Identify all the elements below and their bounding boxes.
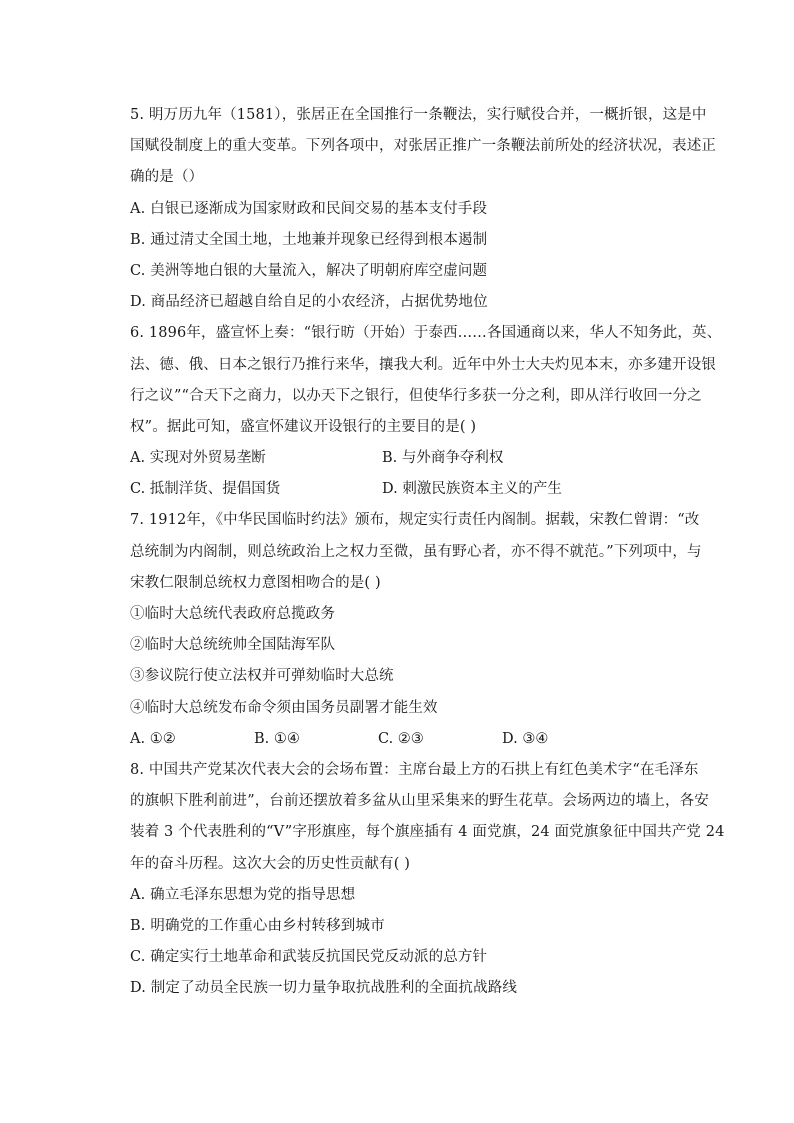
question-5-stem-line: 5. 明万历九年（1581），张居正在全国推行一条鞭法，实行赋役合并，一概折银，这是中 xyxy=(130,107,707,123)
question-8-stem-line: 装着 3 个代表胜利的“V”字形旗座，每个旗座插有 4 面党旗，24 面党旗象征中国共产党 24 xyxy=(130,824,725,841)
question-6-options-row-2 xyxy=(130,474,695,505)
question-6-option-b: B. 与外商争夺利权 xyxy=(382,450,504,467)
question-5-option-c: C. 美洲等地白银的大量流入，解决了明朝府库空虚问题 xyxy=(130,262,488,279)
question-6-stem-line: 权”。据此可知，盛宣怀建议开设银行的主要目的是( ) xyxy=(130,418,477,435)
question-7-stem-line: 宋教仁限制总统权力意图相吻合的是( ) xyxy=(130,574,381,591)
question-7-stem-line: 总统制为内阁制，则总统政治上之权力至微，虽有野心者，亦不得不就范。”下列项中，与 xyxy=(130,543,702,560)
question-5 xyxy=(130,100,716,318)
question-8-stem-line: 的旗帜下胜利前进”，台前还摆放着多盆从山里采集来的野生花草。会场两边的墙上，各安 xyxy=(130,793,709,810)
question-8 xyxy=(130,755,725,1005)
question-8-option-c: C. 确定实行土地革命和武装反抗国民党反动派的总方针 xyxy=(130,949,488,966)
question-6-stem-line: 法、德、俄、日本之银行乃推行来华，攘我大利。近年中外士大夫灼见本末，亦多建开设银 xyxy=(130,356,716,373)
question-6-stem-line: 行之议”“合天下之商力，以办天下之银行，但使华行多获一分之利，即从洋行收回一分之 xyxy=(130,387,702,404)
question-7-item-4: ④临时大总统发布命令须由国务员副署才能生效 xyxy=(130,699,438,716)
exam-page xyxy=(130,100,725,1004)
question-6-option-d: D. 刺激民族资本主义的产生 xyxy=(382,481,562,498)
question-6 xyxy=(130,318,722,505)
question-8-option-a: A. 确立毛泽东思想为党的指导思想 xyxy=(130,886,356,903)
question-7-option-c: C. ②③ xyxy=(378,730,424,747)
question-7 xyxy=(130,505,702,755)
question-7-stem-line: 7. 1912年，《中华民国临时约法》颁布，规定实行责任内阁制。据载，宋教仁曾谓：“改 xyxy=(130,512,700,529)
question-5-option-a: A. 白银已逐渐成为国家财政和民间交易的基本支付手段 xyxy=(130,200,488,217)
question-6-option-c: C. 抵制洋货、提倡国货 xyxy=(130,481,281,498)
question-7-option-b: B. ①④ xyxy=(254,730,300,747)
question-5-option-d: D. 商品经济已超越自给自足的小农经济，占据优势地位 xyxy=(130,294,488,311)
question-6-option-a: A. 实现对外贸易垄断 xyxy=(130,450,266,467)
question-7-item-3: ③参议院行使立法权并可弹劾临时大总统 xyxy=(130,668,394,685)
question-7-item-2: ②临时大总统统帅全国陆海军队 xyxy=(130,637,336,654)
question-7-option-a: A. ①② xyxy=(130,730,176,747)
question-7-options-row xyxy=(130,724,695,755)
question-7-option-d: D. ③④ xyxy=(502,730,549,747)
question-8-option-b: B. 明确党的工作重心由乡村转移到城市 xyxy=(130,917,385,934)
question-5-stem-line: 确的是（） xyxy=(130,169,204,186)
question-6-options-row-1 xyxy=(130,443,695,474)
question-8-option-d: D. 制定了动员全民族一切力量争取抗战胜利的全面抗战路线 xyxy=(130,980,518,997)
question-6-stem-line: 6. 1896年，盛宣怀上奏：“银行昉（开始）于泰西……各国通商以来，华人不知务此，英、 xyxy=(130,325,722,342)
question-5-stem-line: 国赋役制度上的重大变革。下列各项中，对张居正推广一条鞭法前所处的经济状况，表述正 xyxy=(130,138,716,155)
question-7-item-1: ①临时大总统代表政府总揽政务 xyxy=(130,606,336,622)
question-8-stem-line: 年的奋斗历程。这次大会的历史性贡献有( ) xyxy=(130,855,411,872)
question-5-option-b: B. 通过清丈全国土地，土地兼并现象已经得到根本遏制 xyxy=(130,231,488,248)
question-8-stem-line: 8. 中国共产党某次代表大会的会场布置：主席台最上方的石拱上有红色美术字“在毛泽东 xyxy=(130,761,699,778)
